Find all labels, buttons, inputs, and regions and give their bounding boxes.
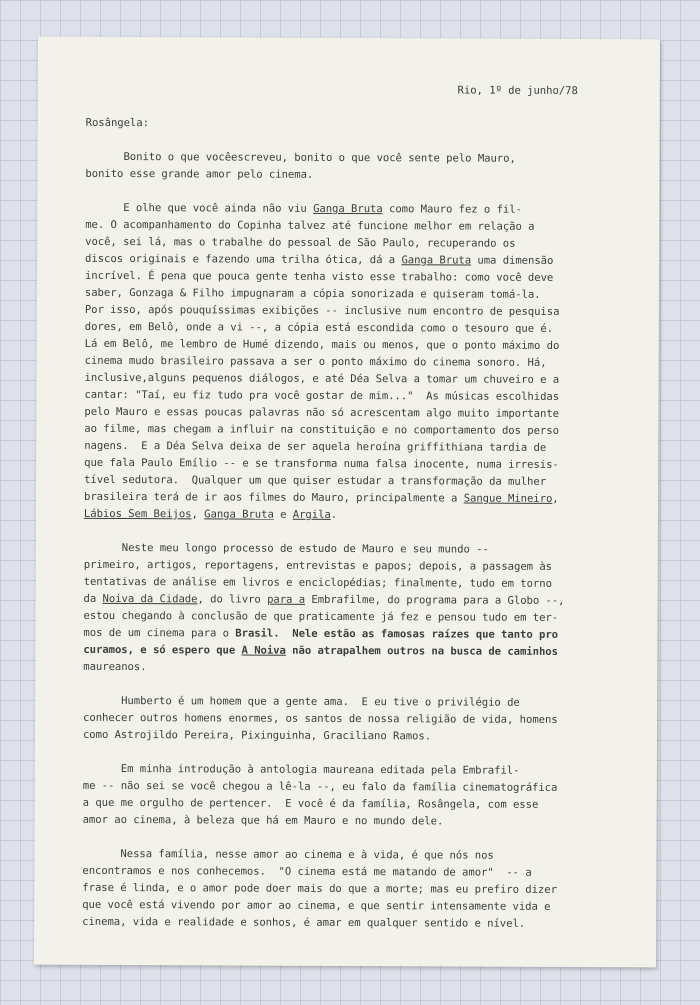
line-text: discos originais e fazendo uma trilha ótica, dá a (85, 252, 402, 267)
line-text: não atrapalhem outros na busca de caminhos (285, 644, 558, 658)
letter-salutation: Rosângela: (85, 116, 149, 130)
underlined-title: para a (267, 593, 306, 606)
line-text: incrível. É pena que pouca gente tenha visto esse trabalho: como você deve (84, 269, 554, 284)
underlined-title: Ganga Bruta (204, 508, 274, 521)
letter-paragraph (82, 846, 642, 933)
line-text: curamos, e só espero que (83, 643, 242, 657)
letter-line (85, 166, 645, 185)
line-text: como Astrojildo Pereira, Pixinguinha, Graciliano Ramos. (82, 728, 432, 743)
line-text: tível sedutora. Qualquer um que quiser estudar a transformação da mulher (84, 473, 547, 488)
letter-paragraph (83, 693, 643, 746)
line-text: saber, Gonzaga & Filho impugnaram a cópia sonorizada e quiseram tomá-la. (84, 286, 541, 301)
line-text: tentativas de análise em livros e enciclopédias; finalmente, tudo em torno (83, 575, 552, 590)
line-text: mos de um cinema para o (83, 626, 236, 640)
line-text: , do livro (197, 593, 268, 606)
underlined-title: Sangue Mineiro (463, 492, 553, 505)
line-text: E olhe que você ainda não viu (85, 201, 314, 215)
line-text: Humberto é um homem que a gente ama. E eu tive o privilégio de (83, 694, 520, 709)
line-text: Neste meu longo processo de estudo de Mauro e seu mundo -- (83, 541, 489, 556)
underlined-title: Ganga Bruta (401, 254, 472, 267)
line-text: você, sei lá, mas o trabalhe do pessoal de São Paulo, recuperando os (85, 235, 516, 250)
line-text: . (330, 508, 338, 521)
line-text: brasileira terá de ir aos filmes do Mauro, principalmente a (83, 490, 464, 505)
line-text: encontramos e nos conhecemos. "O cinema está me matando de amor" -- a (82, 864, 532, 879)
letter-line (83, 727, 643, 746)
line-text: estou chegando à conclusão de que praticamente já fez e pensou tudo em ter- (83, 609, 559, 624)
line-text: cinema mudo brasileiro passava a ser o ponto máximo do cinema sonoro. Há, (84, 354, 547, 369)
underlined-title: A Noiva (241, 644, 286, 657)
line-text: Lá em Belô, me lembro de Humé dizendo, mais ou menos, que o ponto máximo do (84, 337, 560, 352)
line-text: pelo Mauro e essas poucas palavras não só acrescentam algo muito importante (84, 405, 560, 420)
line-text: Por isso, após pouquíssimas exibições -- inclusive num encontro de pesquisa (84, 303, 560, 318)
line-text: inclusive,alguns pequenos diálogos, e até Déa Selva a tomar um chuveiro e a (84, 371, 560, 386)
line-text: , (191, 508, 205, 521)
letter-paragraph (83, 761, 643, 831)
underlined-title: Ganga Bruta (313, 202, 383, 216)
letter-line (83, 812, 643, 831)
line-text: frase é linda, e o amor pode doer mais do que a morte; mas eu prefiro dizer (82, 881, 557, 896)
letter-line (82, 914, 642, 933)
letter-line (84, 506, 644, 525)
line-text: ao filme, mas chegam a influir na constituição e no comportamento dos perso (84, 422, 559, 437)
line-text: e (273, 508, 293, 521)
line-text: Nessa família, nesse amor ao cinema e à vida, é que nós nos (82, 847, 494, 862)
letter-paragraph (84, 200, 645, 525)
line-text: Embrafilme, do programa para a Globo --, (305, 593, 565, 607)
line-text: , (552, 492, 559, 505)
line-text: da (83, 592, 103, 605)
line-text: dores, em Belô, onde a vi --, a cópia está escondida como o tesouro que é. (84, 320, 554, 335)
line-text: como Mauro fez o fil- (382, 203, 522, 216)
line-text: que você está vivendo por amor ao cinema, e que sentir intensamente vida e (82, 898, 551, 913)
line-text: me -- não sei se você chegou a lê-la --, eu falo da família cinematográfica (82, 779, 558, 794)
letter-paragraph (83, 540, 644, 678)
line-text: primeiro, artigos, reportagens, entrevistas e papos; depois, a passagem às (83, 558, 553, 573)
letter-date: Rio, 1º de junho/78 (457, 84, 578, 98)
underlined-title: Argila (292, 508, 331, 521)
line-text: nagens. E a Déa Selva deixa de ser aquela heroína griffithiana tardia de (84, 439, 547, 454)
letter-line (83, 642, 643, 661)
line-text: Em minha introdução à antologia maureana editada pela Embrafil- (82, 762, 520, 777)
line-text: maureanos. (83, 660, 147, 674)
line-text: uma dimensão (471, 254, 554, 267)
line-text: Bonito o que vocêescreveu, bonito o que você sente pelo Mauro, (85, 150, 516, 165)
line-text: Brasil. Nele estão as famosas raízes que tanto pro (235, 627, 559, 641)
line-text: conhecer outros homens enormes, os santos de nossa religião de vida, homens (83, 711, 558, 726)
line-text: me. O acompanhamento do Copinha talvez até funcione melhor em relação a (85, 218, 535, 233)
line-text: bonito esse grande amor pelo cinema. (85, 167, 314, 181)
letter-paragraph (85, 149, 645, 185)
line-text: a que me orgulho de pertencer. E você é da família, Rosângela, com esse (82, 796, 539, 811)
line-text: cantar: "Taí, eu fiz tudo pra você gostar de mim..." As músicas escolhidas (84, 388, 560, 403)
line-text: cinema, vida e realidade e sonhos, é amar em qualquer sentido e nível. (82, 915, 526, 930)
letter-line (83, 659, 643, 678)
underlined-title: Noiva da Cidade (102, 592, 198, 606)
letter-body (82, 149, 645, 933)
underlined-title: Lábios Sem Beijos (83, 507, 192, 521)
line-text: que fala Paulo Emílio -- e se transforma numa falsa inocente, numa irresis- (84, 456, 559, 471)
letter-sheet (34, 37, 660, 968)
typed-letter (82, 81, 646, 950)
line-text: amor ao cinema, à beleza que há em Mauro e no mundo dele. (82, 813, 444, 828)
